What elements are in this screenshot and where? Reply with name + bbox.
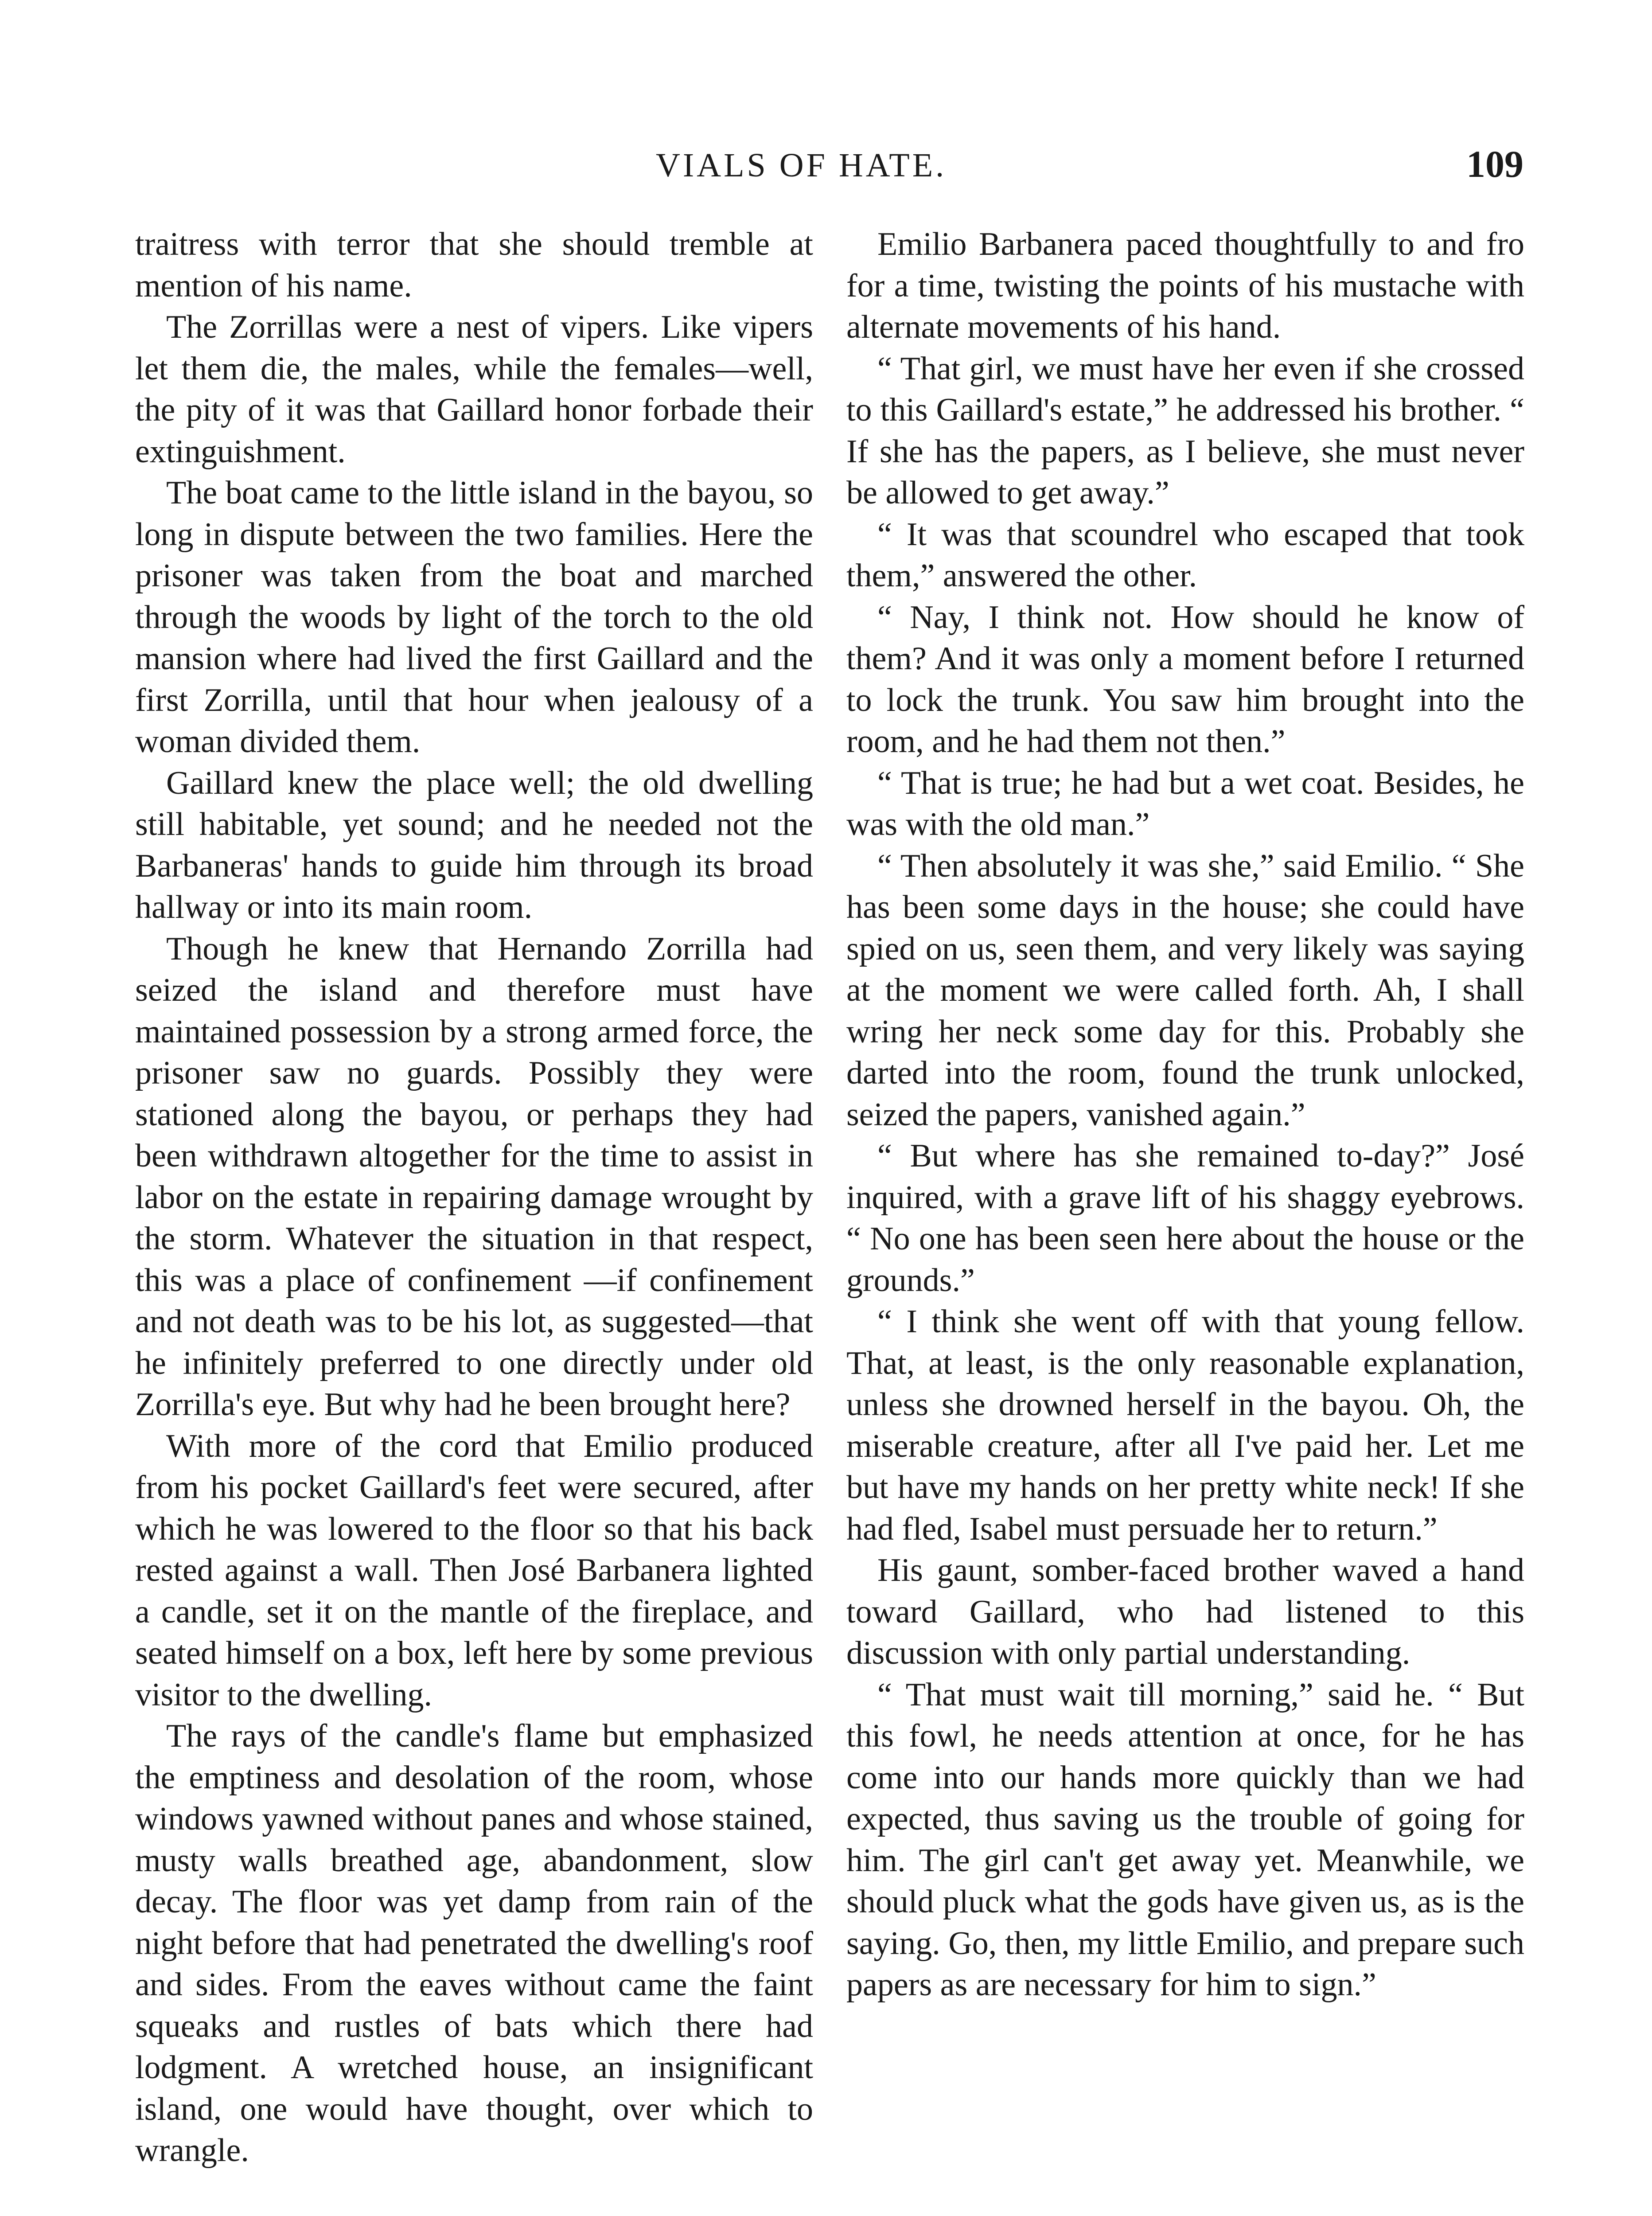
page-number: 109 (1466, 143, 1523, 185)
left-text-column (135, 224, 813, 2172)
paragraph: The boat came to the little island in the bayou, so long in dispute between the two families. Here the prisoner was taken from the boat and marched through the woods by light of the torch to the old mansion where had lived the first Gaillard and the first Zorrilla, until that hour when jealousy of a woman divided them. (135, 475, 813, 760)
paragraph: traitress with terror that she should tremble at mention of his name. (135, 226, 813, 304)
right-text-column (846, 224, 1524, 2006)
paragraph: “ Then absolutely it was she,” said Emilio. “ She has been some days in the house; she could have spied on us, seen them, and very likely was saying at the moment we were called forth. Ah, I shall wring her neck some day for this. Probably she darted into the room, found the trunk unlocked, seized the papers, vanished again.” (846, 847, 1524, 1133)
paragraph: “ That is true; he had but a wet coat. Besides, he was with the old man.” (846, 765, 1524, 843)
paragraph: With more of the cord that Emilio produced from his pocket Gaillard's feet were secured, after which he was lowered to the floor so that his back rested against a wall. Then José Barbanera lighted a candle, set it on the mantle of the fireplace, and seated himself on a box, left here by some previous visitor to the dwelling. (135, 1428, 813, 1713)
paragraph: Though he knew that Hernando Zorrilla had seized the island and therefore must have maintained possession by a strong armed force, the prisoner saw no guards. Possibly they were stationed along the bayou, or perhaps they had been withdrawn altogether for the time to assist in labor on the estate in repairing damage wrought by the storm. Whatever the situation in that respect, this was a place of confinement —if confinement and not death was to be his lot, as suggested—that he infinitely preferred to one directly under old Zorrilla's eye. But why had he been brought here? (135, 930, 813, 1423)
paragraph: “ That girl, we must have her even if she crossed to this Gaillard's estate,” he addressed his brother. “ If she has the papers, as I believe, she must never be allowed to get away.” (846, 350, 1524, 511)
paragraph: “ Nay, I think not. How should he know of them? And it was only a moment before I returned to lock the trunk. You saw him brought into the room, and he had them not then.” (846, 599, 1524, 760)
paragraph: “ That must wait till morning,” said he. “ But this fowl, he needs attention at once, for he has come into our hands more quickly than we had expected, thus saving us the trouble of going for him. The girl can't get away yet. Meanwhile, we should pluck what the gods have given us, as is the saying. Go, then, my little Emilio, and prepare such papers as are necessary for him to sign.” (846, 1676, 1524, 2003)
paragraph: The rays of the candle's flame but emphasized the emptiness and desolation of the room, whose windows yawned without panes and whose stained, musty walls breathed age, abandonment, slow decay. The floor was yet damp from rain of the night before that had penetrated the dwelling's roof and sides. From the eaves without came the faint squeaks and rustles of bats which there had lodgment. A wretched house, an insignificant island, one would have thought, over which to wrangle. (135, 1718, 813, 2169)
paragraph: “ I think she went off with that young fellow. That, at least, is the only reasonable explanation, unless she drowned herself in the bayou. Oh, the miserable creature, after all I've paid her. Let me but have my hands on her pretty white neck! If she had fled, Isabel must persuade her to return.” (846, 1303, 1524, 1547)
paragraph: “ It was that scoundrel who escaped that took them,” answered the other. (846, 516, 1524, 594)
paragraph: Gaillard knew the place well; the old dwelling still habitable, yet sound; and he needed not the Barbaneras' hands to guide him through its broad hallway or into its main room. (135, 765, 813, 925)
running-title: VIALS OF HATE. (656, 147, 947, 184)
paragraph: His gaunt, somber-faced brother waved a hand toward Gaillard, who had listened to this discussion with only partial understanding. (846, 1552, 1524, 1671)
paragraph: “ But where has she remained to-day?” José inquired, with a grave lift of his shaggy eyebrows. “ No one has been seen here about the house or the grounds.” (846, 1138, 1524, 1299)
paragraph: Emilio Barbanera paced thoughtfully to and fro for a time, twisting the points of his mustache with alternate movements of his hand. (846, 226, 1524, 345)
paragraph: The Zorrillas were a nest of vipers. Like vipers let them die, the males, while the females—well, the pity of it was that Gaillard honor forbade their extinguishment. (135, 309, 813, 470)
